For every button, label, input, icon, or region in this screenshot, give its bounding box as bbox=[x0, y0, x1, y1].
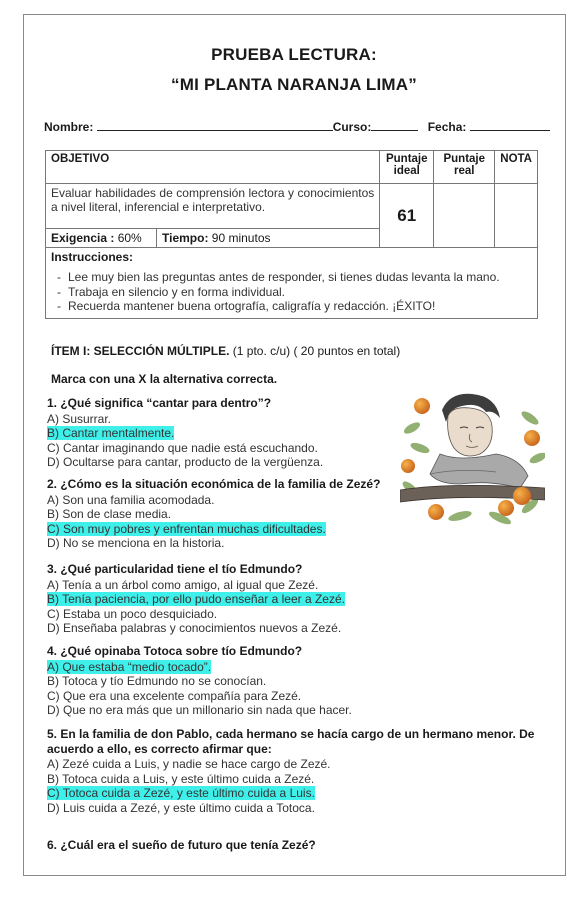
puntaje-ideal-header: Puntaje ideal bbox=[380, 151, 434, 184]
nombre-label: Nombre: bbox=[44, 120, 94, 134]
question-text: 5. En la familia de don Pablo, cada hermano se hacía cargo de un hermano menor. De acuerdo a ello, es correcto afirmar que: bbox=[47, 727, 535, 756]
objetivo-text: Evaluar habilidades de comprensión lectora y conocimientos a nivel literal, inferencial e interpretativo. bbox=[46, 184, 380, 229]
option-c[interactable]: C) Totoca cuida a Zezé, y este último cuida a Luis. bbox=[47, 786, 315, 800]
option-c[interactable]: C) Estaba un poco desquiciado. bbox=[47, 606, 218, 621]
page-subtitle: “MI PLANTA NARANJA LIMA” bbox=[171, 75, 417, 94]
objetivo-header: OBJETIVO bbox=[46, 151, 380, 184]
fecha-label: Fecha: bbox=[427, 120, 467, 134]
question-5 bbox=[47, 727, 547, 815]
tiempo-label: Tiempo: bbox=[162, 231, 209, 245]
exigencia-cell bbox=[46, 229, 157, 248]
section-instruction: Marca con una X la alternativa correcta. bbox=[51, 372, 278, 386]
option-b[interactable]: B) Totoca cuida a Luis, y este último cuida a Zezé. bbox=[47, 771, 315, 786]
question-2 bbox=[47, 477, 380, 551]
option-b[interactable]: B) Tenía paciencia, por ello pudo enseñar a leer a Zezé. bbox=[47, 592, 345, 606]
question-6 bbox=[47, 838, 316, 854]
question-1 bbox=[47, 396, 323, 470]
option-a[interactable]: A) Son una familia acomodada. bbox=[47, 492, 215, 507]
option-d[interactable]: D) No se menciona en la historia. bbox=[47, 536, 225, 550]
question-text: 6. ¿Cuál era el sueño de futuro que tenía Zezé? bbox=[47, 838, 316, 852]
info-table bbox=[45, 150, 538, 319]
option-c[interactable]: C) Cantar imaginando que nadie está escuchando. bbox=[47, 440, 318, 455]
puntaje-ideal-value: 61 bbox=[380, 184, 434, 248]
instruccion-item: - Trabaja en silencio y en forma individual. bbox=[68, 285, 532, 300]
nota-header: NOTA bbox=[495, 151, 538, 184]
option-c[interactable]: C) Son muy pobres y enfrentan muchas dificultades. bbox=[47, 521, 326, 536]
option-b[interactable]: B) Cantar mentalmente. bbox=[47, 426, 175, 440]
nombre-field[interactable] bbox=[97, 119, 333, 131]
option-d[interactable]: D) Ocultarse para cantar, producto de la vergüenza. bbox=[47, 455, 324, 469]
instruccion-item: - Lee muy bien las preguntas antes de responder, si tienes dudas levanta la mano. bbox=[68, 270, 532, 285]
option-a[interactable]: A) Susurrar. bbox=[47, 411, 112, 426]
question-4 bbox=[47, 644, 352, 718]
page-title: PRUEBA LECTURA: bbox=[211, 45, 377, 64]
option-c[interactable]: C) Que era una excelente compañía para Zezé. bbox=[47, 688, 302, 703]
option-a[interactable]: A) Que estaba “medio tocado”. bbox=[47, 659, 212, 674]
tiempo-value: 90 minutos bbox=[208, 231, 271, 245]
instrucciones-list bbox=[51, 270, 532, 314]
puntaje-real-header: Puntaje real bbox=[434, 151, 495, 184]
item-title: ÍTEM I: SELECCIÓN MÚLTIPLE. bbox=[51, 344, 230, 358]
instruccion-item: - Recuerda mantener buena ortografía, caligrafía y redacción. ¡ÉXITO! bbox=[68, 299, 532, 314]
fecha-field[interactable] bbox=[470, 119, 550, 131]
question-text: 3. ¿Qué particularidad tiene el tío Edmundo? bbox=[47, 562, 303, 576]
curso-label: Curso: bbox=[332, 120, 372, 134]
question-text: 1. ¿Qué significa “cantar para dentro”? bbox=[47, 396, 272, 410]
exigencia-value: 60% bbox=[114, 231, 142, 245]
question-3 bbox=[47, 562, 345, 636]
option-d[interactable]: D) Que no era más que un millonario sin nada que hacer. bbox=[47, 703, 352, 717]
boy-illustration bbox=[400, 388, 545, 526]
curso-field[interactable] bbox=[371, 119, 418, 131]
nota-cell[interactable] bbox=[495, 184, 538, 248]
question-text: 4. ¿Qué opinaba Totoca sobre tío Edmundo? bbox=[47, 644, 303, 658]
option-b[interactable]: B) Son de clase media. bbox=[47, 507, 172, 521]
instrucciones-box bbox=[46, 248, 538, 319]
option-a[interactable]: A) Tenía a un árbol como amigo, al igual que Zezé. bbox=[47, 577, 319, 592]
option-d[interactable]: D) Luis cuida a Zezé, y este último cuida a Totoca. bbox=[47, 800, 315, 815]
question-text: 2. ¿Cómo es la situación económica de la familia de Zezé? bbox=[47, 477, 381, 491]
item-points: (1 pto. c/u) ( 20 puntos en total) bbox=[229, 344, 401, 358]
option-a[interactable]: A) Zezé cuida a Luis, y nadie se hace cargo de Zezé. bbox=[47, 757, 331, 771]
tiempo-cell bbox=[157, 229, 380, 248]
exigencia-label: Exigencia : bbox=[51, 231, 115, 245]
puntaje-real-cell[interactable] bbox=[434, 184, 495, 248]
option-b[interactable]: B) Totoca y tío Edmundo no se conocían. bbox=[47, 674, 267, 688]
instrucciones-title: Instrucciones: bbox=[51, 250, 134, 264]
student-info-line bbox=[44, 119, 550, 134]
option-d[interactable]: D) Enseñaba palabras y conocimientos nuevos a Zezé. bbox=[47, 621, 342, 635]
item-heading bbox=[51, 344, 400, 358]
